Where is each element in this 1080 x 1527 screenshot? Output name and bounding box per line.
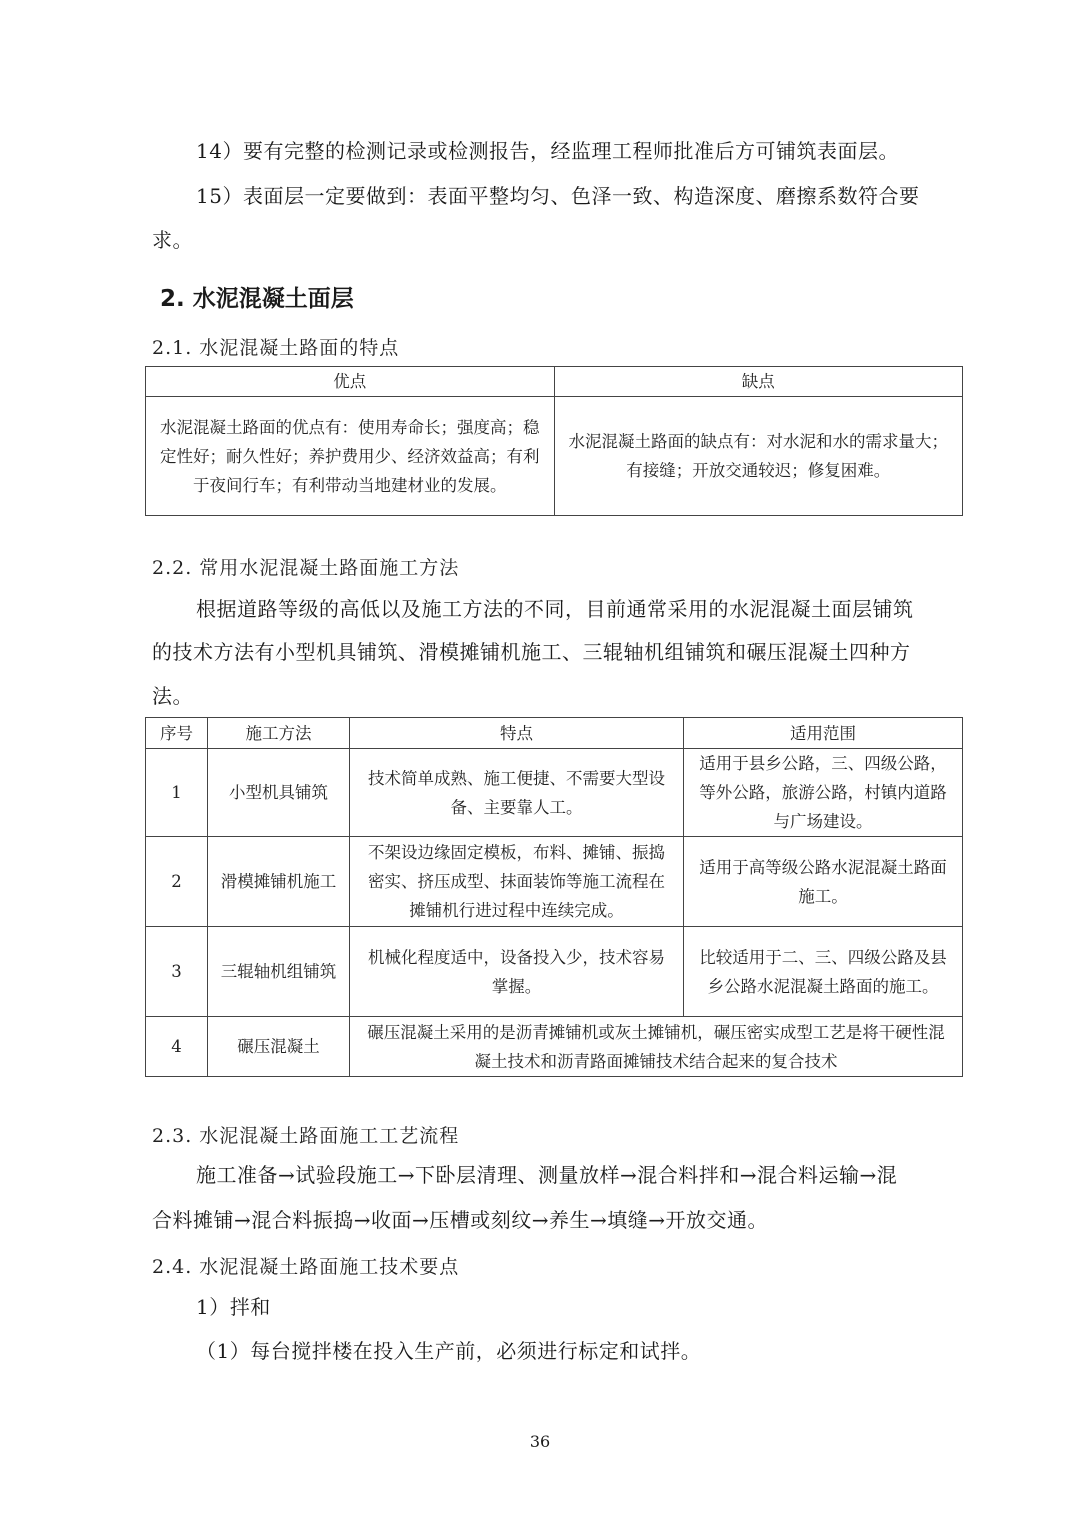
heading-2-4: 2.4. 水泥混凝土路面施工技术要点 xyxy=(152,1256,460,1278)
cons-cell: 水泥混凝土路面的缺点有：对水泥和水的需求量大；有接缝；开放交通较迟；修复困难。 xyxy=(554,397,963,516)
para-2-2-line1: 根据道路等级的高低以及施工方法的不同，目前通常采用的水泥混凝土面层铺筑 xyxy=(196,597,914,621)
row-method: 滑模摊铺机施工 xyxy=(208,837,350,927)
col-no: 序号 xyxy=(146,718,208,749)
para-2-3-line2: 合料摊铺→混合料振捣→收面→压槽或刻纹→养生→填缝→开放交通。 xyxy=(152,1208,769,1232)
row-method: 三辊轴机组铺筑 xyxy=(208,927,350,1017)
para-2-2-line3: 法。 xyxy=(152,684,193,708)
paragraph-15-line2: 求。 xyxy=(152,228,193,252)
col-method: 施工方法 xyxy=(208,718,350,749)
row-feature: 机械化程度适中，设备投入少，技术容易掌握。 xyxy=(350,927,684,1017)
methods-table xyxy=(145,717,963,1077)
pros-cell: 水泥混凝土路面的优点有：使用寿命长；强度高；稳定性好；耐久性好；养护费用少、经济效益高；有利于夜间行车；有利带动当地建材业的发展。 xyxy=(146,397,555,516)
row-feature: 不架设边缘固定模板，布料、摊铺、振捣密实、挤压成型、抹面装饰等施工流程在摊铺机行进过程中连续完成。 xyxy=(350,837,684,927)
row-no: 3 xyxy=(146,927,208,1017)
row-no: 2 xyxy=(146,837,208,927)
features-table xyxy=(145,366,963,516)
para-2-2-line2: 的技术方法有小型机具铺筑、滑模摊铺机施工、三辊轴机组铺筑和碾压混凝土四种方 xyxy=(152,640,911,664)
table-row xyxy=(146,927,963,1017)
col-feature: 特点 xyxy=(350,718,684,749)
row-scope: 适用于县乡公路，三、四级公路，等外公路，旅游公路，村镇内道路与广场建设。 xyxy=(684,749,963,837)
row-method: 小型机具铺筑 xyxy=(208,749,350,837)
table-header-row xyxy=(146,718,963,749)
table-row xyxy=(146,837,963,927)
header-cons: 缺点 xyxy=(554,367,963,397)
row-no: 4 xyxy=(146,1017,208,1077)
row-feature: 技术简单成熟、施工便捷、不需要大型设备、主要靠人工。 xyxy=(350,749,684,837)
para-2-3-line1: 施工准备→试验段施工→下卧层清理、测量放样→混合料拌和→混合料运输→混 xyxy=(196,1163,898,1187)
row-scope: 比较适用于二、三、四级公路及县乡公路水泥混凝土路面的施工。 xyxy=(684,927,963,1017)
row-feature: 碾压混凝土采用的是沥青摊铺机或灰土摊铺机，碾压密实成型工艺是将干硬性混凝土技术和沥青路面摊铺技术结合起来的复合技术 xyxy=(350,1017,963,1077)
page-number: 36 xyxy=(529,1432,551,1451)
heading-2-3: 2.3. 水泥混凝土路面施工工艺流程 xyxy=(152,1125,460,1147)
heading-2-1: 2.1. 水泥混凝土路面的特点 xyxy=(152,337,400,359)
col-scope: 适用范围 xyxy=(684,718,963,749)
row-scope: 适用于高等级公路水泥混凝土路面施工。 xyxy=(684,837,963,927)
table-row xyxy=(146,749,963,837)
heading-2-2: 2.2. 常用水泥混凝土路面施工方法 xyxy=(152,557,460,579)
item-1-1: （1）每台搅拌楼在投入生产前，必须进行标定和试拌。 xyxy=(196,1339,702,1363)
item-1: 1）拌和 xyxy=(196,1295,271,1319)
row-no: 1 xyxy=(146,749,208,837)
header-pros: 优点 xyxy=(146,367,555,397)
paragraph-15-line1: 15）表面层一定要做到：表面平整均匀、色泽一致、构造深度、磨擦系数符合要 xyxy=(196,184,920,208)
paragraph-14: 14）要有完整的检测记录或检测报告，经监理工程师批准后方可铺筑表面层。 xyxy=(196,139,899,163)
table-row xyxy=(146,1017,963,1077)
section-title: 2. 水泥混凝土面层 xyxy=(160,286,354,312)
row-method: 碾压混凝土 xyxy=(208,1017,350,1077)
